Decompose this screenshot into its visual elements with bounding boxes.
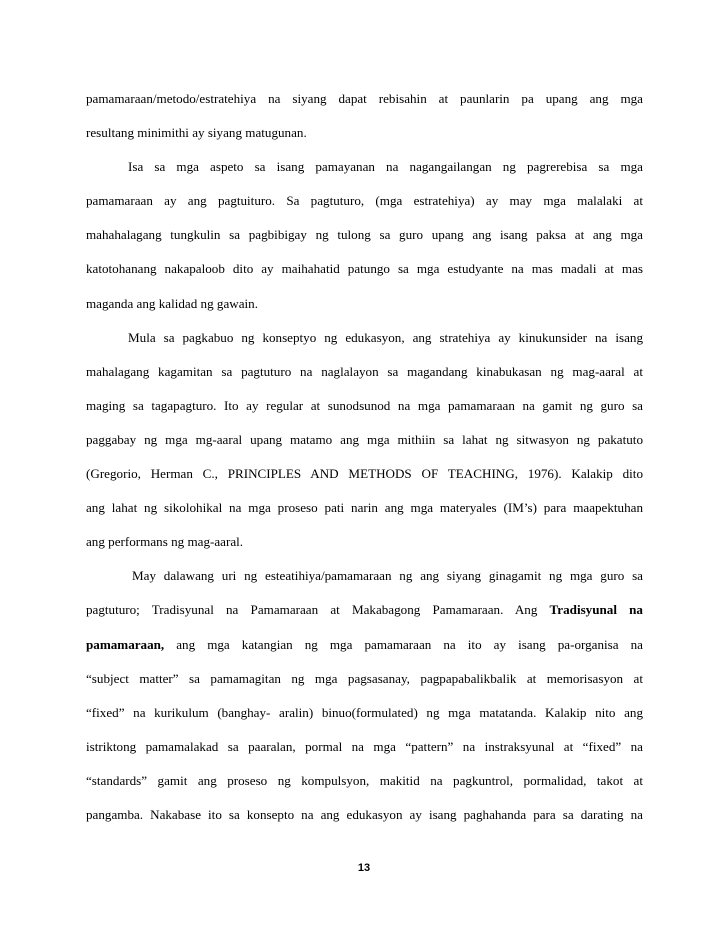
text-line: pangamba. Nakabase ito sa konsepto na ang edukasyon ay isang paghahanda para sa darating na [86, 806, 643, 822]
paragraph-3 [86, 321, 643, 560]
text-line [86, 593, 643, 627]
paragraph-2 [86, 150, 643, 320]
text-line: (Gregorio, Herman C., PRINCIPLES AND METHODS OF TEACHING, 1976). Kalakip dito [86, 466, 643, 482]
text-line: paggabay ng mga mg-aaral upang matamo ang mga mithiin sa lahat ng sitwasyon ng pakatuto [86, 431, 643, 447]
text-run: ang mga katangian ng mga pamamaraan na ito ay isang pa-organisa na [164, 636, 643, 652]
text-line: mahalagang kagamitan sa pagtuturo na naglalayon sa magandang kinabukasan ng mag-aaral at [86, 363, 643, 379]
paragraph-1 [86, 82, 643, 150]
text-run: pagtuturo; Tradisyunal na Pamamaraan at Makabagong Pamamaraan. Ang [86, 602, 550, 618]
text-line: Mula sa pagkabuo ng konseptyo ng edukasyon, ang stratehiya ay kinukunsider na isang [128, 329, 643, 345]
text-line [86, 628, 643, 662]
paragraph-4 [86, 559, 643, 832]
text-line: maging sa tagapagturo. Ito ay regular at sunodsunod na mga pamamaraan na gamit ng guro sa [86, 397, 643, 413]
text-line: May dalawang uri ng esteatihiya/pamamaraan ng ang siyang ginagamit ng mga guro sa [132, 568, 643, 584]
text-line: ang lahat ng sikolohikal na mga proseso pati narin ang mga materyales (IM’s) para maapektuhan [86, 500, 643, 516]
text-line: “subject matter” sa pamamagitan ng mga pagsasanay, pagpapabalikbalik at memorisasyon at [86, 670, 643, 686]
text-line: ang performans ng mag-aaral. [86, 534, 244, 550]
body-text [86, 82, 643, 832]
bold-term: Tradisyunal na [549, 602, 643, 618]
text-line: “standards” gamit ang proseso ng kompulsyon, makitid na pagkuntrol, pormalidad, takot at [86, 772, 643, 788]
text-line: katotohanang nakapaloob dito ay maihahatid patungo sa mga estudyante na mas madali at mas [86, 261, 643, 277]
text-line: istriktong pamamalakad sa paaralan, pormal na mga “pattern” na instraksyunal at “fixed” na [86, 738, 643, 754]
text-line: mahahalagang tungkulin sa pagbibigay ng tulong sa guro upang ang isang paksa at ang mga [86, 227, 643, 243]
text-line: pamamaraan/metodo/estratehiya na siyang dapat rebisahin at paunlarin pa upang ang mga [86, 91, 643, 106]
text-line: pamamaraan ay ang pagtuituro. Sa pagtuturo, (mga estratehiya) ay may mga malalaki at [86, 193, 643, 209]
text-line: maganda ang kalidad ng gawain. [86, 295, 258, 311]
text-line: “fixed” na kurikulum (banghay- aralin) binuo(formulated) ng mga matatanda. Kalakip nito ang [86, 704, 643, 720]
text-line: resultang minimithi ay siyang matugunan. [86, 125, 307, 141]
text-line: Isa sa mga aspeto sa isang pamayanan na nagangailangan ng pagrerebisa sa mga [128, 159, 643, 175]
bold-term: pamamaraan, [86, 636, 165, 652]
page-number: 13 [357, 862, 371, 874]
